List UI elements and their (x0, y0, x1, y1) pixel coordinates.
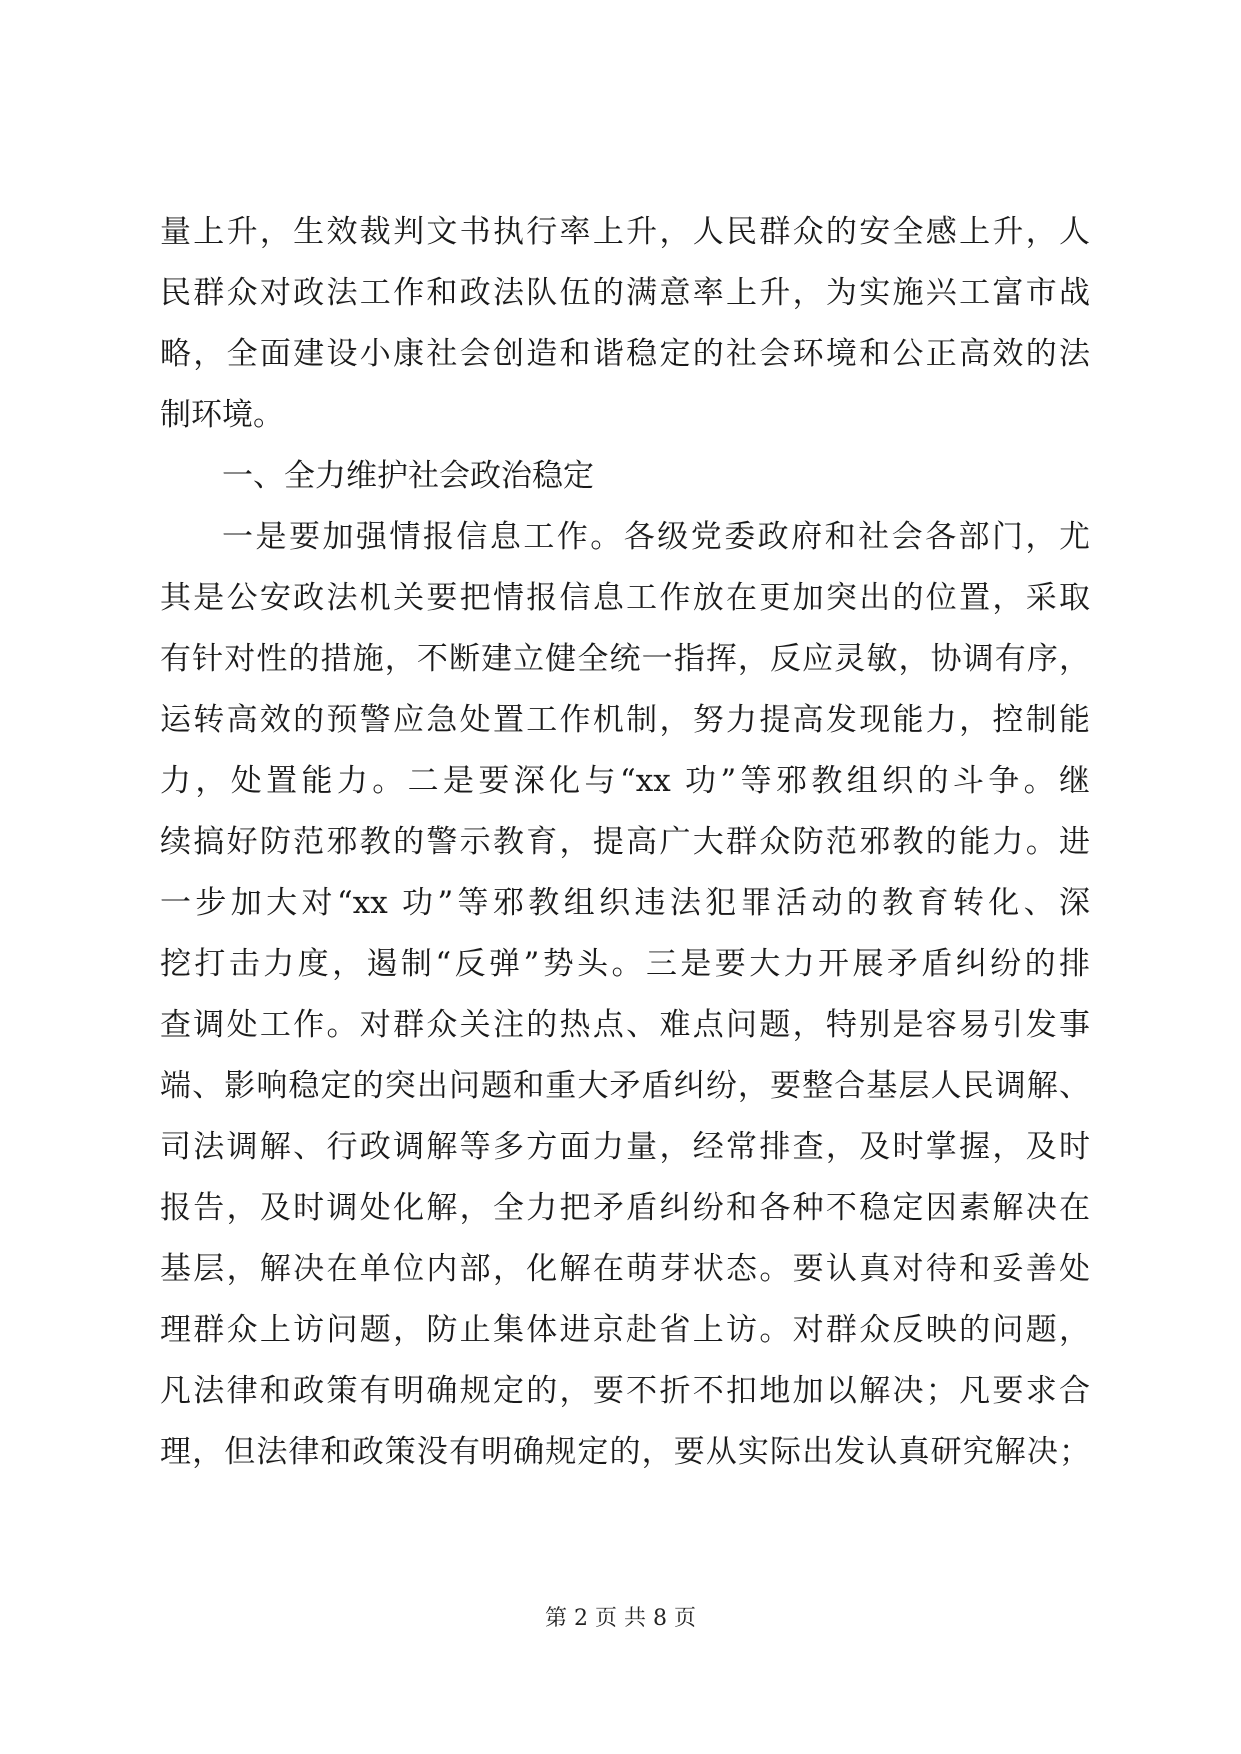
body-line: 司法调解、行政调解等多方面力量，经常排查，及时掌握，及时 (160, 1129, 1090, 1165)
body-line: 力，处置能力。二是要深化与“xx 功”等邪教组织的斗争。继 (160, 763, 1090, 799)
body-line: 一是要加强情报信息工作。各级党委政府和社会各部门，尤 (222, 519, 1090, 555)
body-line: 报告，及时调处化解，全力把矛盾纠纷和各种不稳定因素解决在 (160, 1190, 1090, 1226)
body-line: 制环境。 (160, 397, 284, 433)
body-line: 理群众上访问题，防止集体进京赴省上访。对群众反映的问题， (160, 1312, 1090, 1348)
body-line: 端、影响稳定的突出问题和重大矛盾纠纷，要整合基层人民调解、 (160, 1068, 1090, 1104)
body-line: 凡法律和政策有明确规定的，要不折不扣地加以解决；凡要求合 (160, 1373, 1090, 1409)
body-line: 查调处工作。对群众关注的热点、难点问题，特别是容易引发事 (160, 1007, 1090, 1043)
body-line: 基层，解决在单位内部，化解在萌芽状态。要认真对待和妥善处 (160, 1251, 1090, 1287)
body-line: 民群众对政法工作和政法队伍的满意率上升，为实施兴工富市战 (160, 275, 1090, 311)
body-line: 略，全面建设小康社会创造和谐稳定的社会环境和公正高效的法 (160, 336, 1090, 372)
body-line: 量上升，生效裁判文书执行率上升，人民群众的安全感上升，人 (160, 214, 1090, 250)
body-line: 续搞好防范邪教的警示教育，提高广大群众防范邪教的能力。进 (160, 824, 1090, 860)
body-line: 其是公安政法机关要把情报信息工作放在更加突出的位置，采取 (160, 580, 1090, 616)
body-line: 理，但法律和政策没有明确规定的，要从实际出发认真研究解决； (160, 1434, 1090, 1470)
body-line: 一步加大对“xx 功”等邪教组织违法犯罪活动的教育转化、深 (160, 885, 1090, 921)
body-line: 有针对性的措施，不断建立健全统一指挥，反应灵敏，协调有序， (160, 641, 1090, 677)
section-heading: 一、全力维护社会政治稳定 (222, 458, 594, 494)
page-number-footer: 第 2 页 共 8 页 (545, 1606, 696, 1631)
body-line: 运转高效的预警应急处置工作机制，努力提高发现能力，控制能 (160, 702, 1090, 738)
body-line: 挖打击力度，遏制“反弹”势头。三是要大力开展矛盾纠纷的排 (160, 946, 1090, 982)
